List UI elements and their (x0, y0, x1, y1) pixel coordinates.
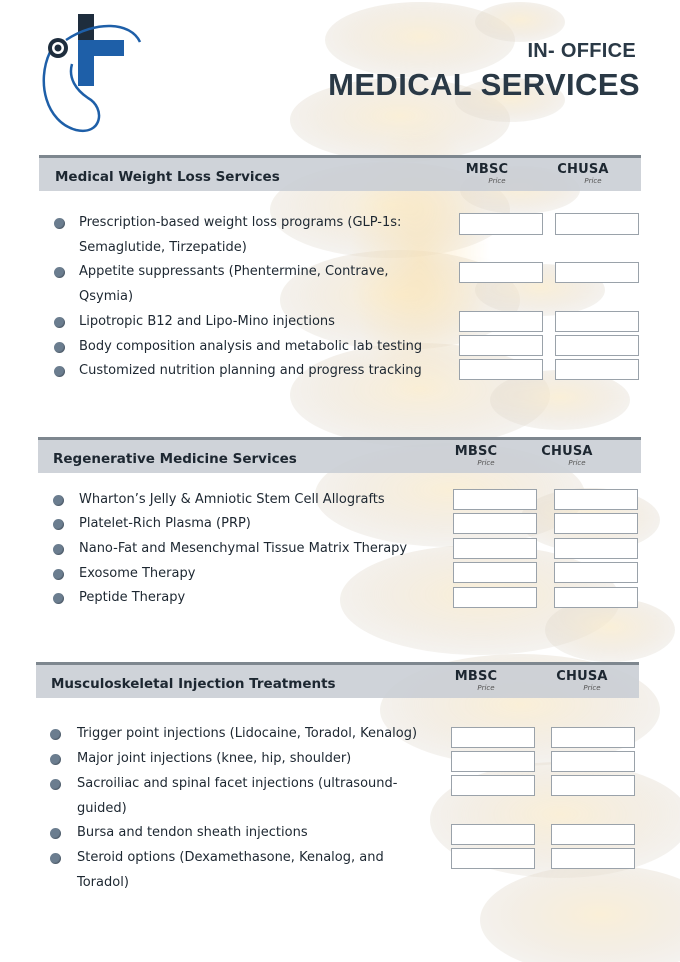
service-item (77, 820, 308, 845)
chusa-price-field[interactable] (555, 262, 639, 283)
bullet-icon (53, 519, 64, 530)
service-item (79, 511, 251, 536)
price-caption: Price (488, 177, 506, 185)
service-item-line: guided) (77, 801, 127, 816)
column-title: MBSC (454, 669, 498, 684)
mbsc-column-label (452, 162, 522, 185)
chusa-price-field[interactable] (551, 824, 635, 845)
page-subtitle: IN- OFFICE (527, 40, 636, 62)
chusa-price-field[interactable] (554, 513, 638, 534)
service-item (77, 746, 351, 771)
chusa-price-field[interactable] (554, 562, 638, 583)
price-caption: Price (477, 459, 495, 467)
mbsc-column-label (441, 669, 511, 692)
bullet-icon (50, 828, 61, 839)
service-item (79, 210, 401, 260)
mbsc-price-field[interactable] (459, 335, 543, 356)
mbsc-price-field[interactable] (453, 587, 537, 608)
chusa-price-field[interactable] (551, 848, 635, 869)
mbsc-price-field[interactable] (453, 513, 537, 534)
service-item-line: Steroid options (Dexamethasone, Kenalog, and (77, 850, 384, 865)
service-item (79, 259, 389, 309)
chusa-column-label (547, 669, 617, 692)
section-header (36, 662, 639, 698)
chusa-price-field[interactable] (555, 213, 639, 235)
bullet-icon (50, 779, 61, 790)
chusa-price-field[interactable] (554, 538, 638, 559)
service-item-line: Semaglutide, Tirzepatide) (79, 240, 247, 255)
service-item (79, 561, 195, 586)
column-title: CHUSA (556, 669, 608, 684)
mbsc-price-field[interactable] (451, 848, 535, 869)
page-title: MEDICAL SERVICES (328, 67, 640, 102)
mbsc-price-field[interactable] (451, 727, 535, 748)
column-title: MBSC (465, 162, 509, 177)
section-title: Regenerative Medicine Services (53, 451, 297, 467)
service-item (79, 585, 185, 610)
bullet-icon (53, 544, 64, 555)
price-caption: Price (568, 459, 586, 467)
mbsc-price-field[interactable] (453, 489, 537, 510)
mbsc-price-field[interactable] (459, 359, 543, 380)
service-item (77, 771, 397, 821)
service-item-line: Appetite suppressants (Phentermine, Contrave, (79, 264, 389, 279)
service-item-line: Body composition analysis and metabolic lab testing (79, 339, 423, 354)
service-item-line: Trigger point injections (Lidocaine, Toradol, Kenalog) (77, 726, 418, 741)
chusa-price-field[interactable] (555, 311, 639, 332)
service-item-line: Nano-Fat and Mesenchymal Tissue Matrix Therapy (79, 541, 408, 556)
service-item-line: Customized nutrition planning and progress tracking (79, 363, 422, 378)
price-caption: Price (477, 684, 495, 692)
bullet-icon (54, 366, 65, 377)
section-title: Medical Weight Loss Services (55, 169, 280, 185)
service-item-line: Peptide Therapy (79, 590, 186, 605)
service-item (79, 309, 335, 334)
price-caption: Price (584, 177, 602, 185)
column-title: CHUSA (557, 162, 609, 177)
mbsc-price-field[interactable] (451, 824, 535, 845)
bullet-icon (54, 342, 65, 353)
chusa-price-field[interactable] (555, 335, 639, 356)
bullet-icon (53, 569, 64, 580)
section-header (39, 155, 641, 191)
service-item-line: Sacroiliac and spinal facet injections (ultrasound- (77, 776, 398, 791)
bullet-icon (50, 729, 61, 740)
price-caption: Price (583, 684, 601, 692)
service-item (79, 536, 407, 561)
mbsc-price-field[interactable] (459, 262, 543, 283)
page-title-block (328, 40, 640, 103)
section-header (38, 437, 641, 473)
section-title: Musculoskeletal Injection Treatments (51, 676, 336, 692)
service-item (79, 487, 385, 512)
service-item (77, 721, 417, 746)
service-item-line: Wharton’s Jelly & Amniotic Stem Cell Allografts (79, 492, 385, 507)
service-item (77, 845, 384, 895)
bullet-icon (53, 495, 64, 506)
bullet-icon (50, 853, 61, 864)
chusa-price-field[interactable] (551, 751, 635, 772)
chusa-column-label (548, 162, 618, 185)
chusa-price-field[interactable] (551, 727, 635, 748)
mbsc-price-field[interactable] (453, 562, 537, 583)
mbsc-price-field[interactable] (453, 538, 537, 559)
column-title: CHUSA (541, 444, 593, 459)
service-item-line: Bursa and tendon sheath injections (77, 825, 308, 840)
mbsc-price-field[interactable] (459, 213, 543, 235)
service-item-line: Exosome Therapy (79, 566, 196, 581)
mbsc-price-field[interactable] (451, 775, 535, 796)
service-item (79, 334, 422, 359)
chusa-price-field[interactable] (551, 775, 635, 796)
service-item (79, 358, 422, 383)
column-title: MBSC (454, 444, 498, 459)
chusa-price-field[interactable] (554, 587, 638, 608)
bullet-icon (53, 593, 64, 604)
bullet-icon (54, 317, 65, 328)
mbsc-price-field[interactable] (451, 751, 535, 772)
bullet-icon (54, 267, 65, 278)
bullet-icon (54, 218, 65, 229)
chusa-column-label (532, 444, 602, 467)
mbsc-price-field[interactable] (459, 311, 543, 332)
mbsc-column-label (441, 444, 511, 467)
chusa-price-field[interactable] (555, 359, 639, 380)
bullet-icon (50, 754, 61, 765)
service-item-line: Lipotropic B12 and Lipo-Mino injections (79, 314, 335, 329)
service-item-line: Toradol) (77, 875, 129, 890)
chusa-price-field[interactable] (554, 489, 638, 510)
service-item-line: Prescription-based weight loss programs (GLP-1s: (79, 215, 402, 230)
service-item-line: Qsymia) (79, 289, 134, 304)
service-item-line: Platelet-Rich Plasma (PRP) (79, 516, 251, 531)
service-item-line: Major joint injections (knee, hip, shoulder) (77, 751, 352, 766)
clinic-logo (36, 12, 144, 138)
